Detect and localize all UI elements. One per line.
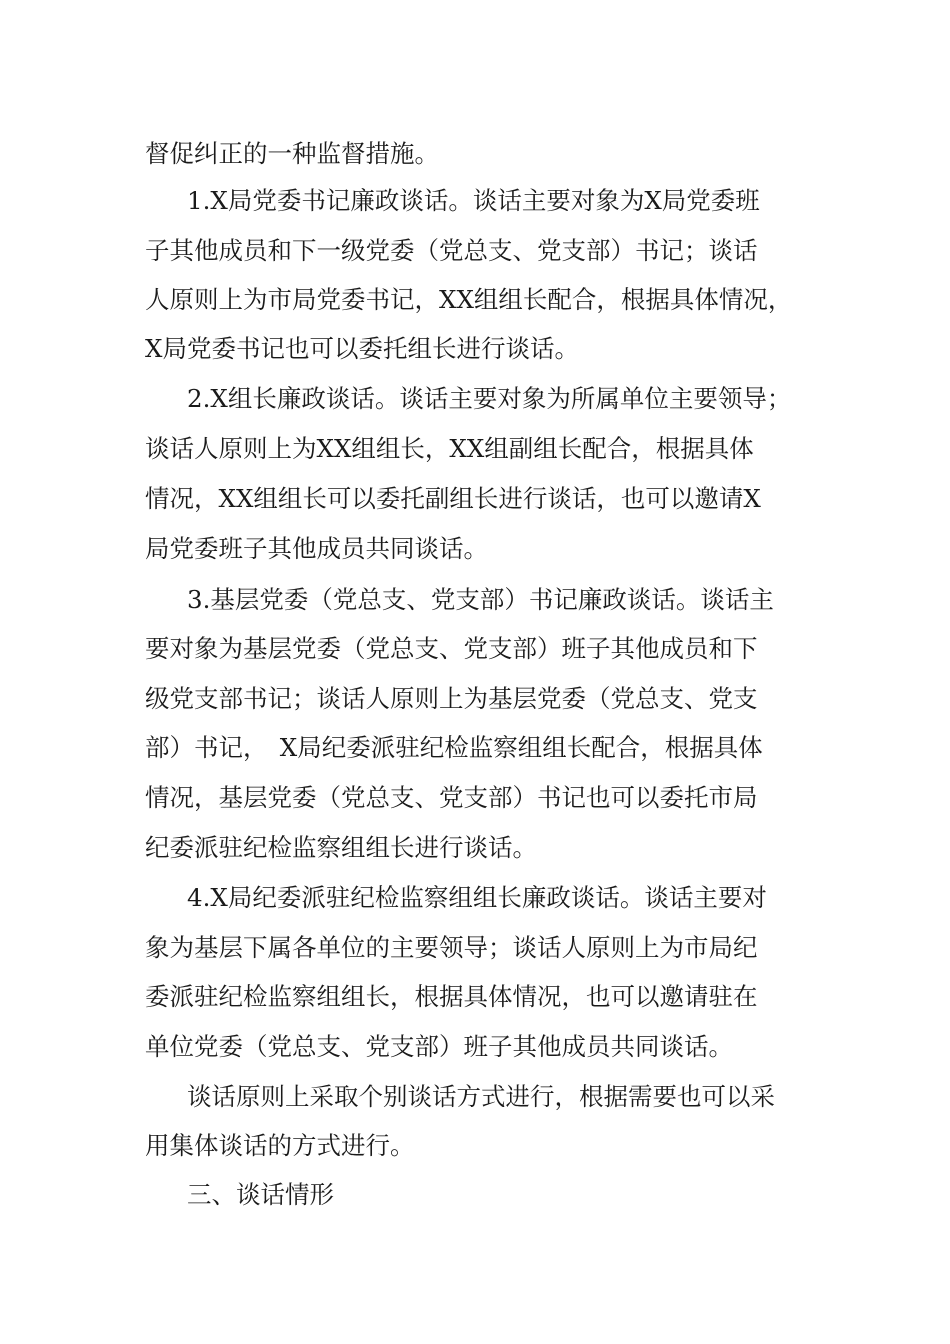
text-line-12: 级党支部书记；谈话人原则上为基层党委（党总支、党支 xyxy=(145,684,758,713)
text-line-19: 单位党委（党总支、党支部）班子其他成员共同谈话。 xyxy=(145,1032,733,1061)
text-line-2: 1.X局党委书记廉政谈话。谈话主要对象为X局党委班 xyxy=(187,186,760,215)
text-line-7: 谈话人原则上为XX组组长，XX组副组长配合，根据具体 xyxy=(145,434,754,463)
text-line-8: 情况，XX组组长可以委托副组长进行谈话，也可以邀请X xyxy=(145,484,761,513)
text-line-1: 督促纠正的一种监督措施。 xyxy=(145,139,439,168)
text-line-20: 谈话原则上采取个别谈话方式进行，根据需要也可以采 xyxy=(187,1082,775,1111)
text-line-9: 局党委班子其他成员共同谈话。 xyxy=(145,534,488,563)
text-line-16: 4.X局纪委派驻纪检监察组组长廉政谈话。谈话主要对 xyxy=(187,883,767,912)
text-line-17: 象为基层下属各单位的主要领导；谈话人原则上为市局纪 xyxy=(145,933,758,962)
text-line-14: 情况，基层党委（党总支、党支部）书记也可以委托市局 xyxy=(145,783,758,812)
section-heading: 三、谈话情形 xyxy=(187,1180,334,1209)
text-line-11: 要对象为基层党委（党总支、党支部）班子其他成员和下 xyxy=(145,634,758,663)
text-line-6: 2.X组长廉政谈话。谈话主要对象为所属单位主要领导； xyxy=(187,384,792,413)
text-line-5: X局党委书记也可以委托组长进行谈话。 xyxy=(145,334,579,363)
text-line-15: 纪委派驻纪检监察组组长进行谈话。 xyxy=(145,833,537,862)
text-line-4: 人原则上为市局党委书记，XX组组长配合，根据具体情况， xyxy=(145,285,793,314)
text-line-21: 用集体谈话的方式进行。 xyxy=(145,1131,415,1160)
text-line-13: 部）书记， X局纪委派驻纪检监察组组长配合，根据具体 xyxy=(145,733,763,762)
text-line-10: 3.基层党委（党总支、党支部）书记廉政谈话。谈话主 xyxy=(187,585,774,614)
text-line-18: 委派驻纪检监察组组长，根据具体情况，也可以邀请驻在 xyxy=(145,982,758,1011)
text-line-3: 子其他成员和下一级党委（党总支、党支部）书记；谈话 xyxy=(145,236,758,265)
